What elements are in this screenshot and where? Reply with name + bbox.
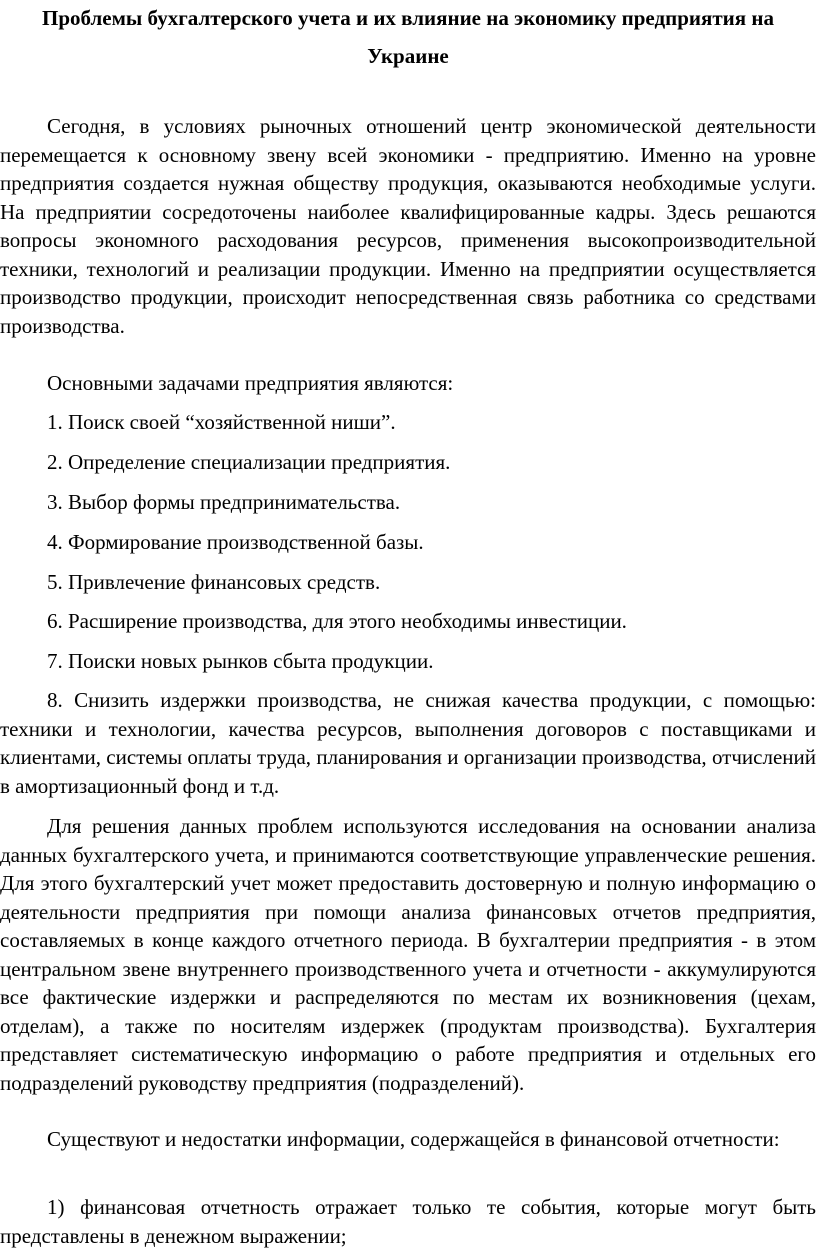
task-item-3: 3. Выбор формы предпринимательства. (47, 490, 401, 514)
tasks-heading: Основными задачами предприятия являются: (47, 371, 454, 395)
shortcoming-item-1: 1) финансовая отчетность отражает только те события, которые могут быть представлены в денежном выражении; (0, 1195, 816, 1248)
task-item-7: 7. Поиски новых рынков сбыта продукции. (47, 649, 434, 673)
paragraph-shortcomings: Существуют и недостатки информации, содержащейся в финансовой отчетности: (47, 1127, 780, 1151)
task-item-2: 2. Определение специализации предприятия. (47, 450, 451, 474)
document-title-line-2: Украине (367, 44, 449, 68)
task-item-1: 1. Поиск своей “хозяйственной ниши”. (47, 410, 396, 434)
paragraph-intro: Сегодня, в условиях рыночных отношений центр экономической деятельности перемещается к основному звену всей экономики - предприятию. Именно на уровне предприятия создается нужная обществу продукция, оказываются необходимые услуги. На предприятии сосредоточены наиболее квалифицированные кадры. Здесь решаются вопросы экономного расходования ресурсов, применения высокопроизводительной техники, технологий и реализации продукции. Именно на предприятии осуществляется производство продукции, происходит непосредственная связь работника со средствами производства. (0, 114, 816, 338)
document-title-line-1: Проблемы бухгалтерского учета и их влияние на экономику предприятия на (42, 6, 774, 30)
task-item-4: 4. Формирование производственной базы. (47, 530, 424, 554)
task-item-6: 6. Расширение производства, для этого необходимы инвестиции. (47, 609, 627, 633)
task-item-5: 5. Привлечение финансовых средств. (47, 570, 381, 594)
paragraph-analysis: Для решения данных проблем используются исследования на основании анализа данных бухгалтерского учета, и принимаются соответствующие управленческие решения. Для этого бухгалтерский учет может предоставить достоверную и полную информацию о деятельности предприятия при помощи анализа финансовых отчетов предприятия, составляемых в конце каждого отчетного периода. В бухгалтерии предприятия - в этом центральном звене внутреннего производственного учета и отчетности - аккумулируются все фактические издержки и распределяются по местам их возникновения (цехам, отделам), а также по носителям издержек (продуктам производства). Бухгалтерия представляет систематическую информацию о работе предприятия и отдельных его подразделений руководству предприятия (подразделений). (0, 814, 816, 1095)
task-item-8: 8. Снизить издержки производства, не снижая качества продукции, с помощью: техники и технологии, качества ресурсов, выполнения договоров с поставщиками и клиентами, системы оплаты труда, планирования и организации производства, отчислений в амортизационный фонд и т.д. (0, 688, 816, 798)
